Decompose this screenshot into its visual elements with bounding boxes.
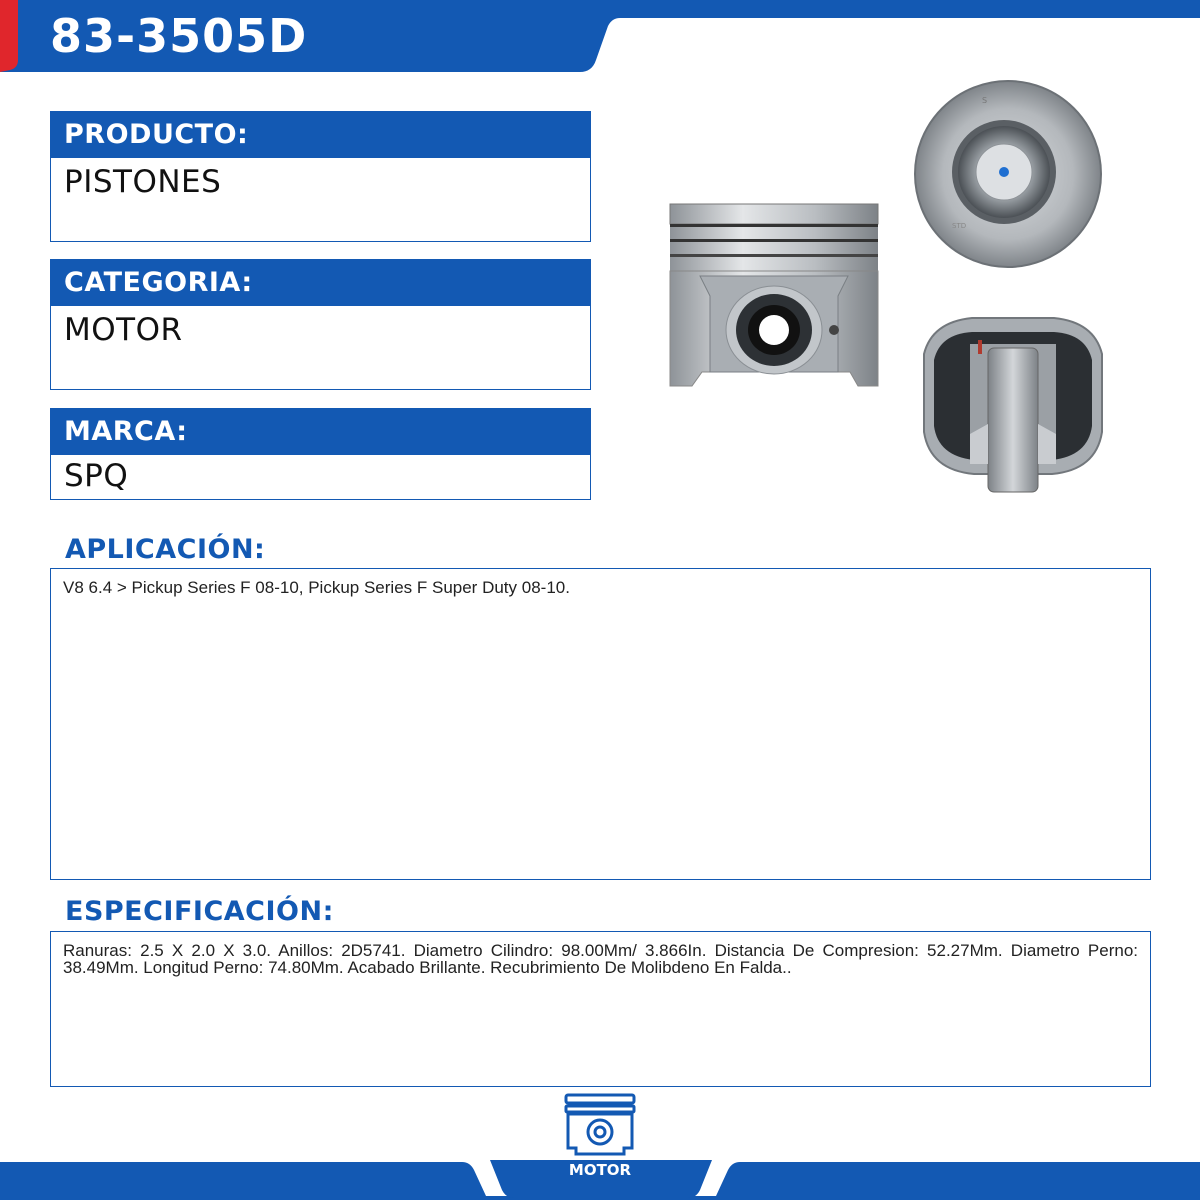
aplicacion-box — [50, 568, 1151, 880]
producto-value: PISTONES — [64, 164, 222, 200]
especificacion-box — [50, 931, 1151, 1087]
marca-value: SPQ — [64, 458, 129, 494]
producto-box — [50, 111, 591, 242]
especificacion-text: Ranuras: 2.5 X 2.0 X 3.0. Anillos: 2D5741. Diametro Cilindro: 98.00Mm/ 3.866In. Distancia De Compresion: 52.27Mm. Diametro Perno: 38.49Mm. Longitud Perno: 74.80Mm. Acabado Brillante. Recubrimiento De Molibdeno En Falda.. — [63, 941, 1138, 977]
especificacion-title: ESPECIFICACIÓN: — [65, 896, 334, 927]
piston-icon — [562, 1092, 638, 1158]
categoria-box — [50, 259, 591, 390]
marca-box — [50, 408, 591, 500]
producto-label: PRODUCTO: — [51, 112, 590, 158]
part-number: 83-3505D — [50, 9, 308, 63]
aplicacion-text: V8 6.4 > Pickup Series F 08-10, Pickup Series F Super Duty 08-10. — [63, 578, 570, 597]
marca-label: MARCA: — [51, 409, 590, 455]
svg-text:S: S — [982, 96, 988, 105]
footer-category-label: MOTOR — [568, 1161, 632, 1179]
aplicacion-title: APLICACIÓN: — [65, 534, 266, 565]
piston-top-image — [912, 78, 1104, 270]
piston-side-image — [662, 196, 886, 392]
categoria-value: MOTOR — [64, 312, 183, 348]
svg-text:STD: STD — [952, 222, 967, 230]
header-bar — [0, 0, 1200, 72]
piston-bottom-image — [912, 314, 1114, 498]
categoria-label: CATEGORIA: — [51, 260, 590, 306]
